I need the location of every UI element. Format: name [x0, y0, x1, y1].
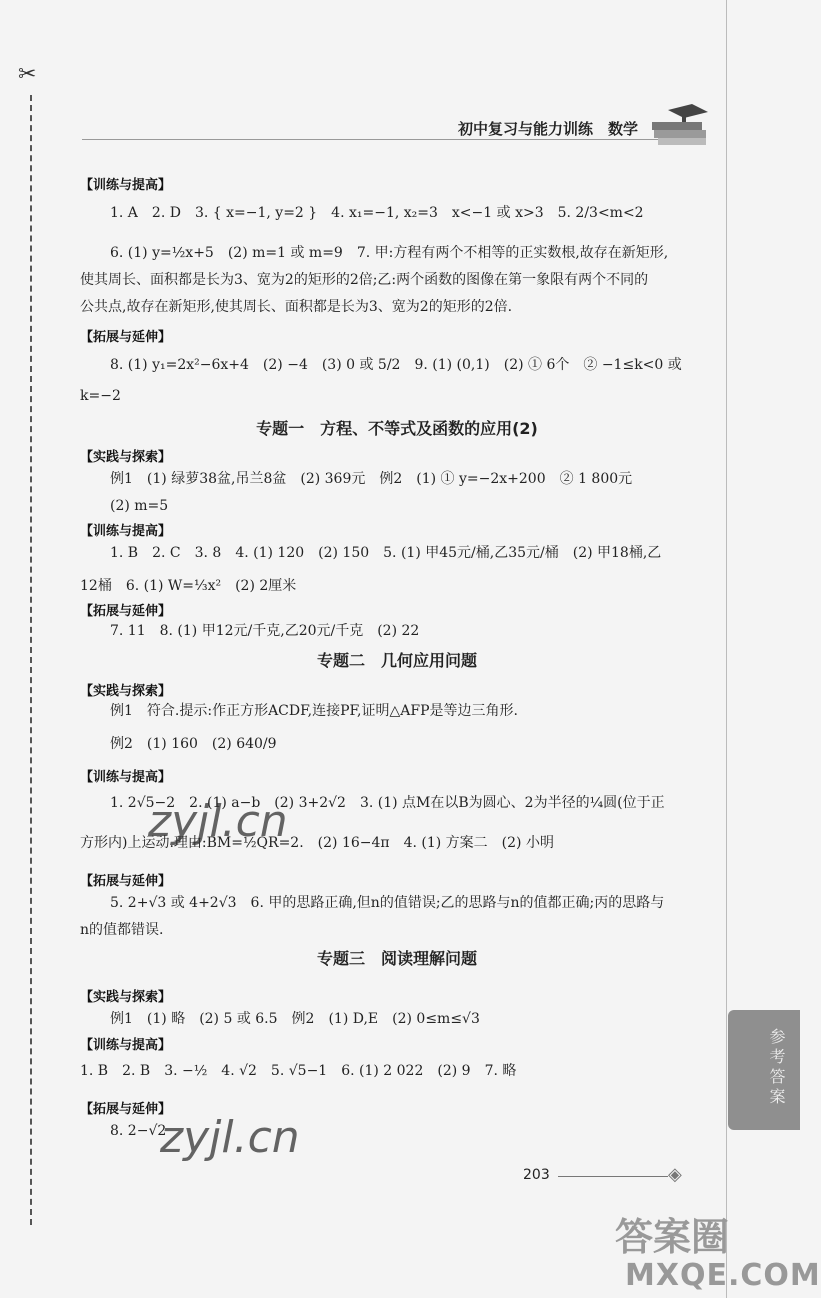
answer-line: 8. 2−√2: [110, 1123, 167, 1139]
topic-title: 专题二 几何应用问题: [316, 651, 477, 670]
answer-line: 例1 符合.提示:作正方形ACDF,连接PF,证明△AFP是等边三角形.: [110, 703, 518, 719]
section-label: 【训练与提高】: [80, 1038, 172, 1053]
answer-line: 例2 (1) 160 (2) 640/9: [110, 736, 277, 752]
answer-line: 1. 2√5−2 2. (1) a−b (2) 3+2√2 3. (1) 点M在以B为圆心、2为半径的¼圆(位于正: [110, 795, 665, 811]
answer-line: 方形内)上运动.理由:BM=½QR=2. (2) 16−4π 4. (1) 方案二 (2) 小明: [80, 835, 554, 851]
answer-block: [80, 1058, 714, 1085]
answer-block: [80, 540, 714, 600]
answer-block: [80, 618, 714, 645]
section-label: 【拓展与延伸】: [80, 1102, 172, 1117]
header-rule: [82, 139, 662, 140]
section-label: 【训练与提高】: [80, 770, 172, 785]
fish-decoration-icon: ◈: [668, 1164, 682, 1185]
books-graduation-cap-icon: [648, 100, 712, 152]
answer-line: 1. A 2. D 3. { x=−1, y=2 } 4. x₁=−1, x₂=3 x<−1 或 x>3 5. 2/3<m<2: [110, 205, 644, 221]
logo-domain: MXQE.COM: [625, 1258, 821, 1293]
topic-title: 专题三 阅读理解问题: [316, 949, 477, 968]
header-title: 初中复习与能力训练 数学: [458, 120, 639, 138]
page-edge: [726, 0, 727, 1298]
answer-block: [80, 1006, 714, 1033]
page-number: 203: [523, 1167, 550, 1183]
answer-block: [80, 890, 714, 944]
answer-line: 6. (1) y=½x+5 (2) m=1 或 m=9 7. 甲:方程有两个不相等的正实数根,故存在新矩形,: [110, 245, 669, 261]
section-label: 【训练与提高】: [80, 178, 172, 193]
logo-title: 答案圈: [615, 1215, 730, 1259]
section-label: 【实践与探索】: [80, 990, 172, 1005]
section-label: 【拓展与延伸】: [80, 330, 172, 345]
answer-line: 使其周长、面积都是长为3、宽为2的矩形的2倍;乙:两个函数的图像在第一象限有两个不同的: [80, 272, 649, 288]
answer-line: 例1 (1) 绿萝38盆,吊兰8盆 (2) 369元 例2 (1) ① y=−2x+200 ② 1 800元: [110, 471, 633, 487]
footer-rule: [558, 1176, 668, 1177]
answer-side-tab: [728, 1010, 800, 1130]
section-label: 【实践与探索】: [80, 684, 172, 699]
answer-line: 1. B 2. B 3. −½ 4. √2 5. √5−1 6. (1) 2 022 (2) 9 7. 略: [80, 1063, 517, 1079]
answer-line: n的值都错误.: [80, 922, 164, 938]
answer-line: 12桶 6. (1) W=⅓x² (2) 2厘米: [80, 578, 297, 594]
cut-line: [30, 95, 32, 1225]
answer-line: k=−2: [80, 388, 121, 404]
section-label: 【拓展与延伸】: [80, 604, 172, 619]
site-logo: [615, 1206, 821, 1296]
answer-block: [80, 466, 714, 520]
answer-line: 例1 (1) 略 (2) 5 或 6.5 例2 (1) D,E (2) 0≤m≤√3: [110, 1011, 480, 1027]
answer-line: 7. 11 8. (1) 甲12元/千克,乙20元/千克 (2) 22: [110, 623, 420, 639]
answer-block: [80, 698, 714, 758]
section-label: 【拓展与延伸】: [80, 874, 172, 889]
answer-line: 8. (1) y₁=2x²−6x+4 (2) −4 (3) 0 或 5/2 9. (1) (0,1) (2) ① 6个 ② −1≤k<0 或: [110, 357, 682, 373]
section-label: 【实践与探索】: [80, 450, 172, 465]
answer-line: 公共点,故存在新矩形,使其周长、面积都是长为3、宽为2的矩形的2倍.: [80, 299, 513, 315]
side-tab-label: 参考答案: [767, 1028, 786, 1108]
answer-line: 1. B 2. C 3. 8 4. (1) 120 (2) 150 5. (1) 甲45元/桶,乙35元/桶 (2) 甲18桶,乙: [110, 545, 662, 561]
answer-line: 5. 2+√3 或 4+2√3 6. 甲的思路正确,但n的值错误;乙的思路与n的值都正确;丙的思路与: [110, 895, 665, 911]
scissors-icon: ✂: [18, 62, 37, 87]
answer-line: (2) m=5: [110, 498, 169, 514]
watermark: zyjl.cn: [148, 796, 288, 847]
watermark: zyjl.cn: [160, 1112, 300, 1163]
section-label: 【训练与提高】: [80, 524, 172, 539]
answer-block: [80, 200, 714, 321]
answer-block: [80, 352, 714, 410]
topic-title: 专题一 方程、不等式及函数的应用(2): [256, 419, 538, 438]
